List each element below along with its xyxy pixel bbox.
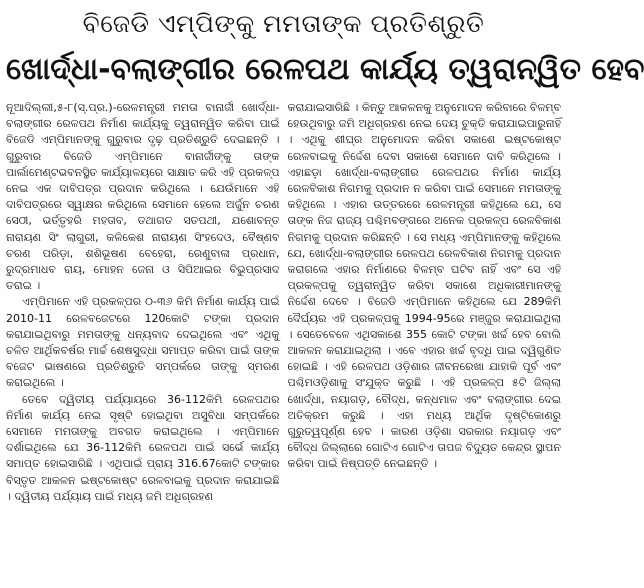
article-kicker: ବିଜେଡି ଏମ୍‌ପିଙ୍କୁ ମମତାଙ୍କ ପ୍ରତିଶ୍ରୁତି <box>82 9 485 38</box>
article-headline: ଖୋର୍ଦ୍ଧା-ବଲାଙ୍ଗୀର ରେଳପଥ କାର୍ଯ୍ୟ ତ୍ୱରାନ୍ୱିତ ହେବ <box>6 52 644 87</box>
article-body <box>6 100 561 584</box>
right-column <box>288 100 562 584</box>
right-paragraph-1: କରାଯାଇସାରିଛି । କିନ୍ତୁ ଆକଳନକୁ ଅନୁମୋଦନ କରିବାରେ ବିଳମ୍ବ ହେଉଥିବାରୁ ଜମି ଅଧିଗ୍ରହଣ ନେଇ ଦେୟ ଚୁକ୍ତି କରାଯାଇପାରୁନାହିଁ । ଏଥିକୁ ଶୀଘ୍ର ଅନୁମୋଦନ କରିବା ସକାଶେ ଇଷ୍ଟକୋଷ୍ଟ ରେଳବାଇକୁ ନିର୍ଦ୍ଦେଶ ଦେବା ସକାଶେ ସେମାନେ ଦାବି କରିଥିଲେ । ଏହାଛଡ଼ା ଖୋର୍ଦ୍ଧା-ବଲାଙ୍ଗୀର ରେଳପଥର ନିର୍ମାଣ କାର୍ଯ୍ୟ ରେଳବିକାଶ ନିଗମକୁ ପ୍ରଦାନ ନ କରିବା ପାଇଁ ସେମାନେ ମମତାଙ୍କୁ କହିଥିଲେ । ଏହାର ଉତ୍ତରରେ ରେଳମନ୍ତ୍ରୀ କହିଥିଲେ ଯେ, ସେ ତାଙ୍କ ନିଜ ରାଜ୍ୟ ପଶ୍ଚିମବଙ୍ଗରେ ଅନେକ ପ୍ରକଳ୍ପ ରେଳବିକାଶ ନିଗମକୁ ପ୍ରଦାନ କରିଛନ୍ତି । ସେ ମଧ୍ୟ ଏମ୍‌ପିମାନଙ୍କୁ କହିଥିଲେ ଯେ, ଖୋର୍ଦ୍ଧା-ବଲାଙ୍ଗୀର ରେଳପଥ ରେଳବିକାଶ ନିଗମକୁ ପ୍ରଦାନ କରାଗଲେ ଏହାର ନିର୍ମାଣରେ ବିଳମ୍ବ ଘଟିବ ନାହିଁ ଏବଂ ସେ ଏହି ପ୍ରକଳ୍ପକୁ ତ୍ୱରାନ୍ୱିତ କରିବା ସକାଶେ ଅଧିକାରୀମାନଙ୍କୁ ନିର୍ଦ୍ଦେଶ ଦେବେ । ବିଜେଡି ଏମ୍‌ପିମାନେ କହିଥିଲେ ଯେ 289କିମି ଦୈର୍ଘ୍ୟର ଏହି ପ୍ରକଳ୍ପକୁ 1994-95ରେ ମଞ୍ଜୁର କରାଯାଇଥିଲା । ସେତେବେଳେ ଏଥିସକାଶେ 355 କୋଟି ଟଙ୍କା ଖର୍ଚ୍ଚ ହେବ ବୋଲି ଆକଳନ କରାଯାଇଥିଲା । ଏବେ ଏହାର ଖର୍ଚ୍ଚ ବୃଦ୍ଧି ପାଇ ଦ୍ୱିଗୁଣିତ ହୋଇଛି । ଏହି ରେଳପଥ ଓଡ଼ିଶାର ଜୀବନରେଖା ଯାହାକି ପୂର୍ବ ଏବଂ ପଶ୍ଚିମଓଡ଼ିଶାକୁ ସଂଯୁକ୍ତ କରୁଛି । ଏହି ପ୍ରକଳ୍ପ ୫ଟି ଜିଲ୍ଲା ଖୋର୍ଦ୍ଧା, ନୟାଗଡ଼, ବୌଦ୍ଧ, କନ୍ଧମାଳ ଏବଂ ବଲାଙ୍ଗୀର ଦେଇ ଅତିକ୍ରମ କରୁଛି । ଏହା ମଧ୍ୟ ଆର୍ଥିକ ଦୃଷ୍ଟିକୋଣରୁ ଗୁରୁତ୍ୱପୂର୍ଣ୍ଣ ହେବ । କାରଣ ଓଡ଼ିଶା ସରକାର ନୟାଗଡ଼ ଏବଂ ବୌଦ୍ଧ ଜିଲ୍ଲାରେ ଗୋଟିଏ ଗୋଟିଏ ତାପଜ ବିଦ୍ୟୁତ କେନ୍ଦ୍ର ସ୍ଥାପନ କରିବା ପାଇଁ ନିଷ୍ପତ୍ତି ନେଇଛନ୍ତି । <box>287 101 561 471</box>
left-paragraph-3: ତେବେ ଦ୍ୱିତୀୟ ପର୍ଯ୍ୟାୟରେ 36-112କିମି ରେଳପଥର ନିର୍ମାଣ କାର୍ଯ୍ୟ ନେଇ ସୃଷ୍ଟି ହୋଇଥିବା ଅସୁବିଧା ସମ୍ପର୍କରେ ସେମାନେ ମମତାଙ୍କୁ ଅବଗତ କରାଇଥିଲେ । ଏମ୍‌ପିମାନେ ଦର୍ଶାଇଥିଲେ ଯେ 36-112କିମି ରେଳପଥ ପାଇଁ ସର୍ଭେ କାର୍ଯ୍ୟ ସମାପ୍ତ ହୋଇସାରିଛି । ଏଥିପାଇଁ ପ୍ରାୟ 316.67କୋଟି ଟଙ୍କାର ବିସ୍ତୃତ ଆକଳନ ଇଷ୍ଟକୋଷ୍ଟ ରେଳବାଇକୁ ପ୍ରଦାନ କରାଯାଇଛି । ଦ୍ୱିତୀୟ ପର୍ଯ୍ୟାୟ ପାଇଁ ମଧ୍ୟ ଜମି ଅଧିଗ୍ରହଣ <box>6 392 280 503</box>
left-column <box>6 100 280 584</box>
left-paragraph-1: ନୂଆଦିଲ୍ଲୀ,୫-୮(ସ୍‌.ପ୍ର.)-ରେଳମନ୍ତ୍ରୀ ମମତା ବାନାର୍ଜୀ ଖୋର୍ଦ୍ଧା-ବଲାଙ୍ଗୀର ରେଳପଥ ନିର୍ମାଣ କାର୍ଯ୍ୟକୁ ତ୍ୱରାନ୍ୱିତ କରିବା ପାଇଁ ବିଜେଡି ଏମ୍‌ପିମାନଙ୍କୁ ଗୁରୁବାର ଦୃଢ଼ ପ୍ରତିଶ୍ରୁତି ଦେଇଛନ୍ତି । ଗୁରୁବାର ବିଜେଡି ଏମ୍‌ପିମାନେ ବାନାର୍ଜୀଙ୍କୁ ତାଙ୍କ ପାର୍ଲାମେଣ୍ଟଭବନସ୍ଥିତ କାର୍ଯ୍ୟାଳୟରେ ସାକ୍ଷାତ କରି ଏହି ପ୍ରକଳ୍ପ ନେଇ ଏକ ଦାବିପତ୍ର ପ୍ରଦାନ କରିଥିଲେ । ଯେଉଁମାନେ ଏହି ଦାବିପତ୍ରରେ ସ୍ୱାକ୍ଷର କରିଥିଲେ ସେମାନେ ହେଲେ ଅର୍ଜୁନ ଚରଣ ସେଠୀ, ଭର୍ତ୍ତୃହରି ମହତାବ, ତଥାଗତ ସତପଥୀ, ଯଶୋବନ୍ତ ନାରାୟଣ ସିଂ ଲାଗୁରୀ, କଳିକେଶ ନାରାୟଣ ସିଂହଦେଓ, ବୈଷ୍ଣବ ଚରଣ ପରିଡ଼ା, ଶଶିଭୂଷଣ ବେହେରା, ରେଣୁବାଳା ପ୍ରଧାନ, ରୁଦ୍ରମାଧବ ରାୟ, ମୋହନ ଜେନା ଓ ସିପିଆଇର ବିଭୁପ୍ରସାଦ ତରାଇ । <box>6 101 280 293</box>
left-paragraph-2: ଏମ୍‌ପିମାନେ ଏହି ପ୍ରକଳ୍ପର ୦-୩୬ କିମି ନିର୍ମାଣ କାର୍ଯ୍ୟ ପାଇଁ 2010-11 ରେଳବଜେଟରେ 120କୋଟି ଟଙ୍କା ପ୍ରଦାନ କରାଯାଇଥିବାରୁ ମମତାଙ୍କୁ ଧନ୍ୟବାଦ ଦେଇଥିଲେ ଏବଂ ଏଥିକୁ ଚଳିତ ଆର୍ଥିକବର୍ଷର ମାର୍ଚ୍ଚ ଶେଷସୁଦ୍ଧା ସମାପ୍ତ କରିବା ପାଇଁ ତାଙ୍କ ବଜେଟ ଭାଷଣରେ ପ୍ରତିଶ୍ରୁତି ସମ୍ପର୍କରେ ତାଙ୍କୁ ସ୍ମରଣ କରାଇଥିଲେ । <box>6 295 280 390</box>
